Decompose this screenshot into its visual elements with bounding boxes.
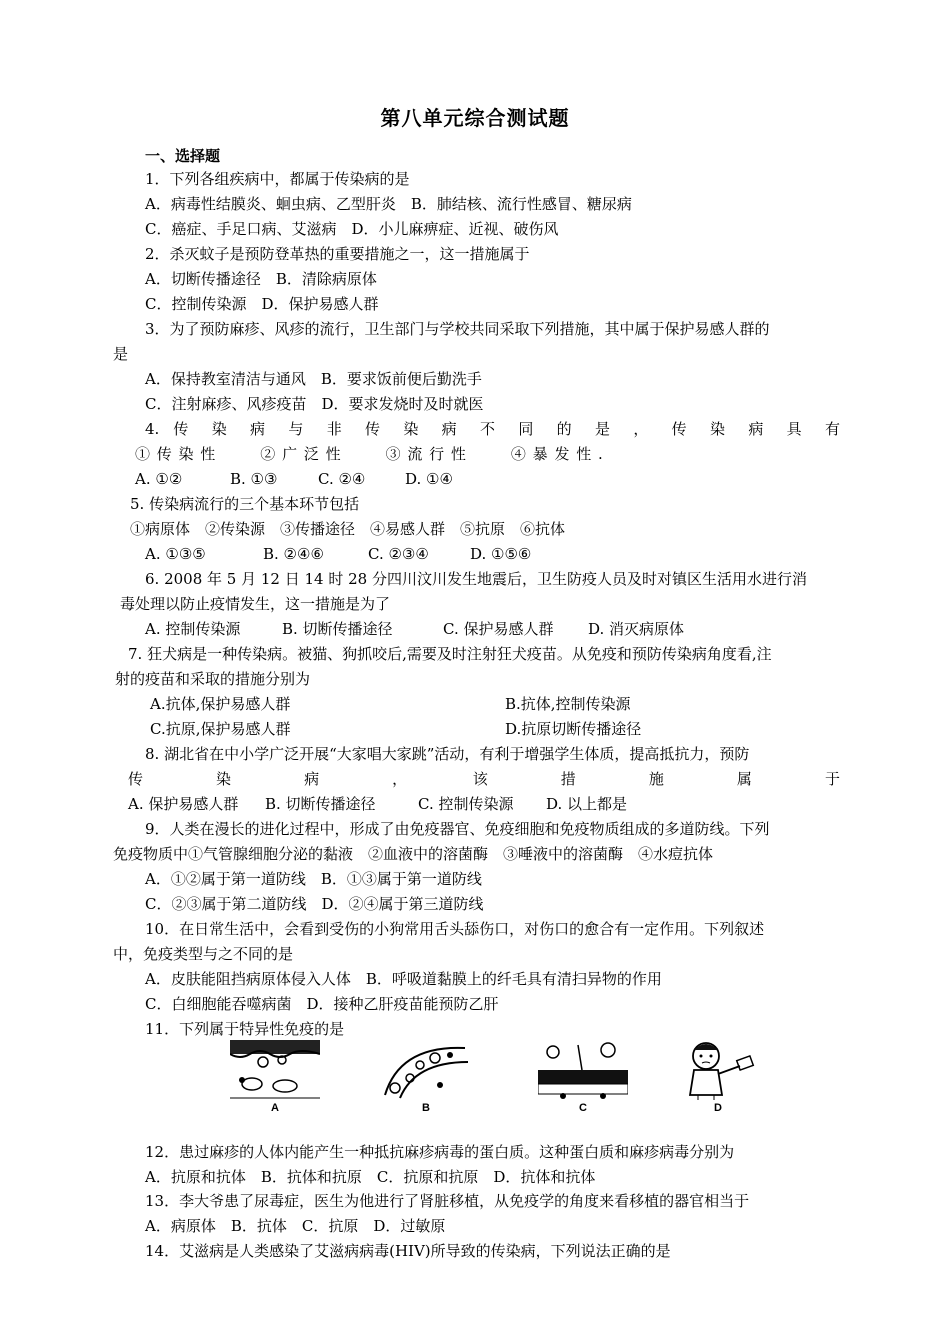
question-7-option-c: C.抗原,保护易感人群: [150, 720, 291, 738]
figure-d-illustration: [678, 1040, 768, 1100]
figure-b-illustration: [380, 1040, 470, 1100]
question-6-stem-cont: 毒处理以防止疫情发生，这一措施是为了: [120, 595, 391, 613]
question-4-option: A. ①②: [135, 470, 183, 488]
question-3-stem: 3．为了预防麻疹、风疹的流行，卫生部门与学校共同采取下列措施，其中属于保护易感人群的: [145, 320, 770, 338]
question-9-stem-cont: 免疫物质中①气管腺细胞分泌的黏液 ②血液中的溶菌酶 ③唾液中的溶菌酶 ④水痘抗体: [113, 845, 714, 863]
page-title: 第八单元综合测试题: [380, 106, 570, 130]
question-1-options-ab: A．病毒性结膜炎、蛔虫病、乙型肝炎 B．肺结核、流行性感冒、糖尿病: [145, 195, 632, 213]
question-4-items: ① 传 染 性 ② 广 泛 性 ③ 流 行 性 ④ 暴 发 性 .: [135, 445, 603, 463]
question-5-option: A. ①③⑤: [145, 545, 206, 563]
question-9-stem: 9．人类在漫长的进化过程中，形成了由免疫器官、免疫细胞和免疫物质组成的多道防线。下列: [145, 820, 770, 838]
question-2-options-ab: A．切断传播途径 B．清除病原体: [145, 270, 377, 288]
question-8-option: A. 保护易感人群: [128, 795, 239, 813]
question-8-option: C. 控制传染源: [418, 795, 514, 813]
question-13-options: A．病原体 B．抗体 C．抗原 D．过敏原: [145, 1217, 446, 1235]
question-3-options-ab: A．保持教室清洁与通风 B．要求饭前便后勤洗手: [145, 370, 482, 388]
question-7-option-b: B.抗体,控制传染源: [505, 695, 631, 713]
figure-d-label: D: [714, 1102, 722, 1114]
question-4-stem: 4. 传 染 病 与 非 传 染 病 不 同 的 是 ， 传 染 病 具 有: [145, 420, 840, 438]
figure-a-label: A: [271, 1102, 279, 1114]
question-1-stem: 1．下列各组疾病中，都属于传染病的是: [145, 170, 410, 188]
question-14-stem: 14．艾滋病是人类感染了艾滋病病毒(HIV)所导致的传染病，下列说法正确的是: [145, 1242, 671, 1260]
question-13-stem: 13．李大爷患了尿毒症，医生为他进行了肾脏移植，从免疫学的角度来看移植的器官相当于: [145, 1192, 750, 1210]
question-4-option: C. ②④: [318, 470, 366, 488]
question-8-option: D. 以上都是: [546, 795, 628, 813]
question-2-stem: 2．杀灭蚊子是预防登革热的重要措施之一，这一措施属于: [145, 245, 530, 263]
question-7-option-d: D.抗原切断传播途径: [505, 720, 642, 738]
question-6-option: B. 切断传播途径: [282, 620, 393, 638]
question-7-stem-cont: 射的疫苗和采取的措施分别为: [115, 670, 311, 688]
question-8-stem-cont: 传 染 病 ， 该 措 施 属 于: [128, 770, 840, 788]
figure-a-illustration: [230, 1040, 320, 1100]
question-9-options-cd: C．②③属于第二道防线 D．②④属于第三道防线: [145, 895, 484, 913]
figure-c-illustration: [538, 1040, 628, 1100]
question-10-stem: 10．在日常生活中，会看到受伤的小狗常用舌头舔伤口，对伤口的愈合有一定作用。下列叙述: [145, 920, 765, 938]
question-3-options-cd: C．注射麻疹、风疹疫苗 D．要求发烧时及时就医: [145, 395, 484, 413]
question-5-option: D. ①⑤⑥: [470, 545, 532, 563]
question-4-option: B. ①③: [230, 470, 278, 488]
question-7-option-a: A.抗体,保护易感人群: [150, 695, 291, 713]
question-5-option: C. ②③④: [368, 545, 429, 563]
question-10-options-ab: A．皮肤能阻挡病原体侵入人体 B．呼吸道黏膜上的纤毛具有清扫异物的作用: [145, 970, 662, 988]
figure-c-label: C: [579, 1102, 587, 1114]
question-10-stem-cont: 中，免疫类型与之不同的是: [113, 945, 294, 963]
question-8-option: B. 切断传播途径: [265, 795, 376, 813]
question-5-stem: 5. 传染病流行的三个基本环节包括: [130, 495, 360, 513]
question-9-options-ab: A．①②属于第一道防线 B．①③属于第一道防线: [145, 870, 482, 888]
question-12-options: A．抗原和抗体 B．抗体和抗原 C．抗原和抗原 D．抗体和抗体: [145, 1168, 596, 1186]
figure-b-label: B: [422, 1102, 430, 1114]
question-4-option: D. ①④: [405, 470, 453, 488]
question-5-option: B. ②④⑥: [263, 545, 324, 563]
question-5-items: ①病原体 ②传染源 ③传播途径 ④易感人群 ⑤抗原 ⑥抗体: [130, 520, 566, 538]
question-3-stem-cont: 是: [113, 345, 129, 363]
question-6-option: A. 控制传染源: [145, 620, 241, 638]
question-6-stem: 6. 2008 年 5 月 12 日 14 时 28 分四川汶川发生地震后，卫生防疫人员及时对镇区生活用水进行消: [145, 570, 807, 588]
question-12-stem: 12．患过麻疹的人体内能产生一种抵抗麻疹病毒的蛋白质。这种蛋白质和麻疹病毒分别为: [145, 1143, 735, 1161]
question-11-stem: 11．下列属于特异性免疫的是: [145, 1020, 345, 1038]
question-10-options-cd: C．白细胞能吞噬病菌 D．接种乙肝疫苗能预防乙肝: [145, 995, 499, 1013]
question-6-option: D. 消灭病原体: [588, 620, 685, 638]
section-heading: 一、选择题: [145, 147, 221, 165]
question-6-option: C. 保护易感人群: [443, 620, 554, 638]
question-2-options-cd: C．控制传染源 D．保护易感人群: [145, 295, 379, 313]
question-1-options-cd: C．癌症、手足口病、艾滋病 D．小儿麻痹症、近视、破伤风: [145, 220, 559, 238]
question-7-stem: 7. 狂犬病是一种传染病。被猫、狗抓咬后,需要及时注射狂犬疫苗。从免疫和预防传染病角度看,注: [128, 645, 772, 663]
question-8-stem: 8. 湖北省在中小学广泛开展“大家唱大家跳”活动，有利于增强学生体质，提高抵抗力，预防: [145, 745, 750, 763]
